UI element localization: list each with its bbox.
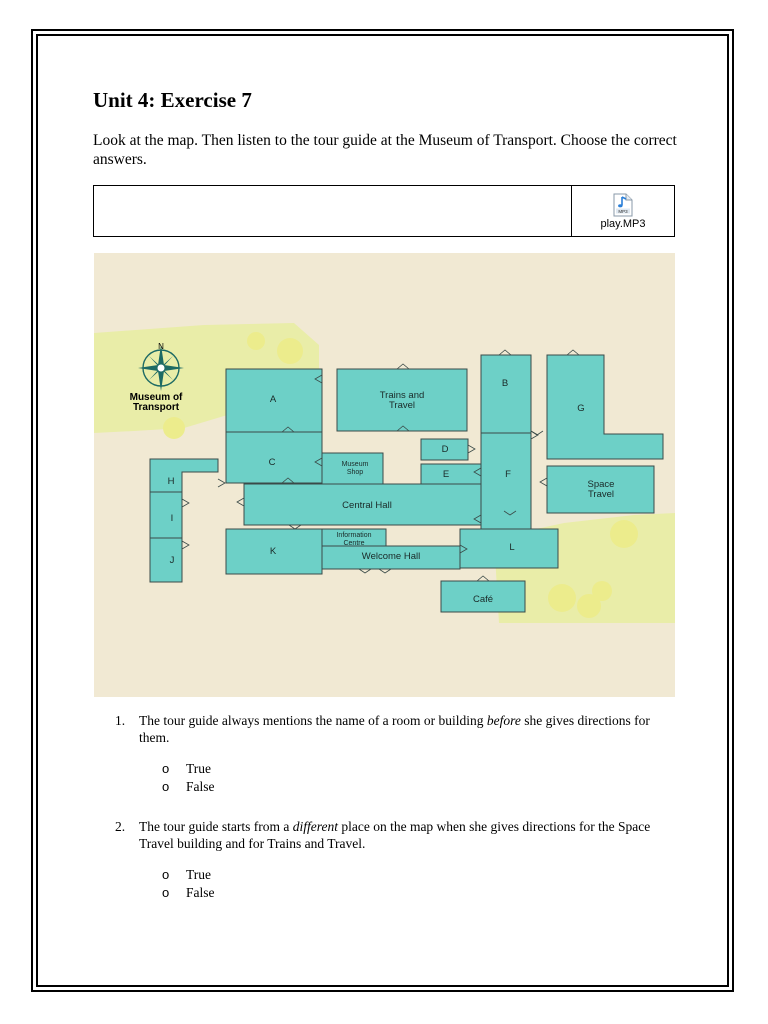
question-text: The tour guide always mentions the name of a room or building: [139, 713, 487, 728]
option-label: False: [186, 885, 215, 900]
question-2-options: [162, 866, 675, 902]
option-false[interactable]: [162, 778, 675, 796]
question-emphasis: before: [486, 713, 521, 728]
question-text: place on the map when she gives directions for the Space Travel building and for Trains and Travel.: [139, 819, 651, 851]
label-welcome-hall: Welcome Hall: [361, 551, 421, 562]
compass-north-label: N: [158, 342, 164, 351]
question-1: [115, 712, 675, 746]
label-room-a: A: [269, 394, 277, 405]
label-room-j: J: [169, 555, 175, 566]
mp3-icon-text: MP3: [618, 208, 628, 214]
label-trains-line1: Trains and: [379, 390, 425, 401]
label-trains-line2: Travel: [388, 400, 416, 411]
option-true[interactable]: [162, 866, 675, 884]
label-room-b: B: [501, 378, 509, 389]
option-false[interactable]: [162, 884, 675, 902]
question-1-options: [162, 760, 675, 796]
option-label: True: [186, 867, 212, 882]
museum-map: [94, 253, 675, 697]
label-shop-line2: Shop: [346, 469, 364, 476]
tree: [548, 584, 576, 612]
option-bullet: o: [162, 867, 170, 882]
label-room-c: C: [268, 457, 276, 468]
label-room-i: I: [170, 513, 174, 524]
label-cafe: Café: [472, 594, 494, 605]
label-space-line2: Travel: [587, 489, 615, 500]
option-label: False: [186, 779, 215, 794]
label-room-l: L: [509, 542, 515, 553]
question-number: 2.: [115, 819, 126, 834]
room-e: [421, 464, 481, 484]
label-room-d: D: [441, 444, 449, 455]
option-bullet: o: [162, 779, 170, 794]
tree: [247, 332, 265, 350]
label-room-f: F: [505, 469, 511, 480]
play-mp3-button[interactable]: [572, 186, 674, 236]
question-text: she gives directions for them.: [139, 713, 650, 745]
label-central-hall: Central Hall: [342, 500, 392, 511]
map-title-line1: Museum of: [129, 392, 183, 403]
tree: [592, 581, 612, 601]
mp3-file-label: play.MP3: [600, 217, 646, 230]
page-title: Unit 4: Exercise 7: [93, 88, 252, 112]
question-number: 1.: [115, 713, 126, 728]
question-list: [115, 712, 675, 902]
label-room-k: K: [269, 546, 277, 557]
label-info-line2: Centre: [343, 540, 365, 547]
question-text: The tour guide starts from a: [139, 819, 293, 834]
mp3-file-icon: [613, 193, 633, 217]
map-title-line2: Transport: [132, 402, 180, 413]
option-label: True: [186, 761, 212, 776]
instructions: Look at the map. Then listen to the tour guide at the Museum of Transport. Choose the correct answers.: [93, 132, 677, 168]
audio-table: [93, 185, 675, 237]
question-emphasis: different: [292, 819, 338, 834]
label-room-g: G: [577, 403, 585, 414]
question-2: [115, 818, 675, 852]
label-space-line1: Space: [587, 479, 615, 490]
option-true[interactable]: [162, 760, 675, 778]
option-bullet: o: [162, 885, 170, 900]
tree: [163, 417, 185, 439]
label-room-e: E: [442, 469, 450, 480]
label-shop-line1: Museum: [341, 461, 369, 468]
tree: [277, 338, 303, 364]
label-info-line1: Information: [336, 532, 372, 539]
label-room-h: H: [167, 476, 175, 487]
option-bullet: o: [162, 761, 170, 776]
tree: [610, 520, 638, 548]
